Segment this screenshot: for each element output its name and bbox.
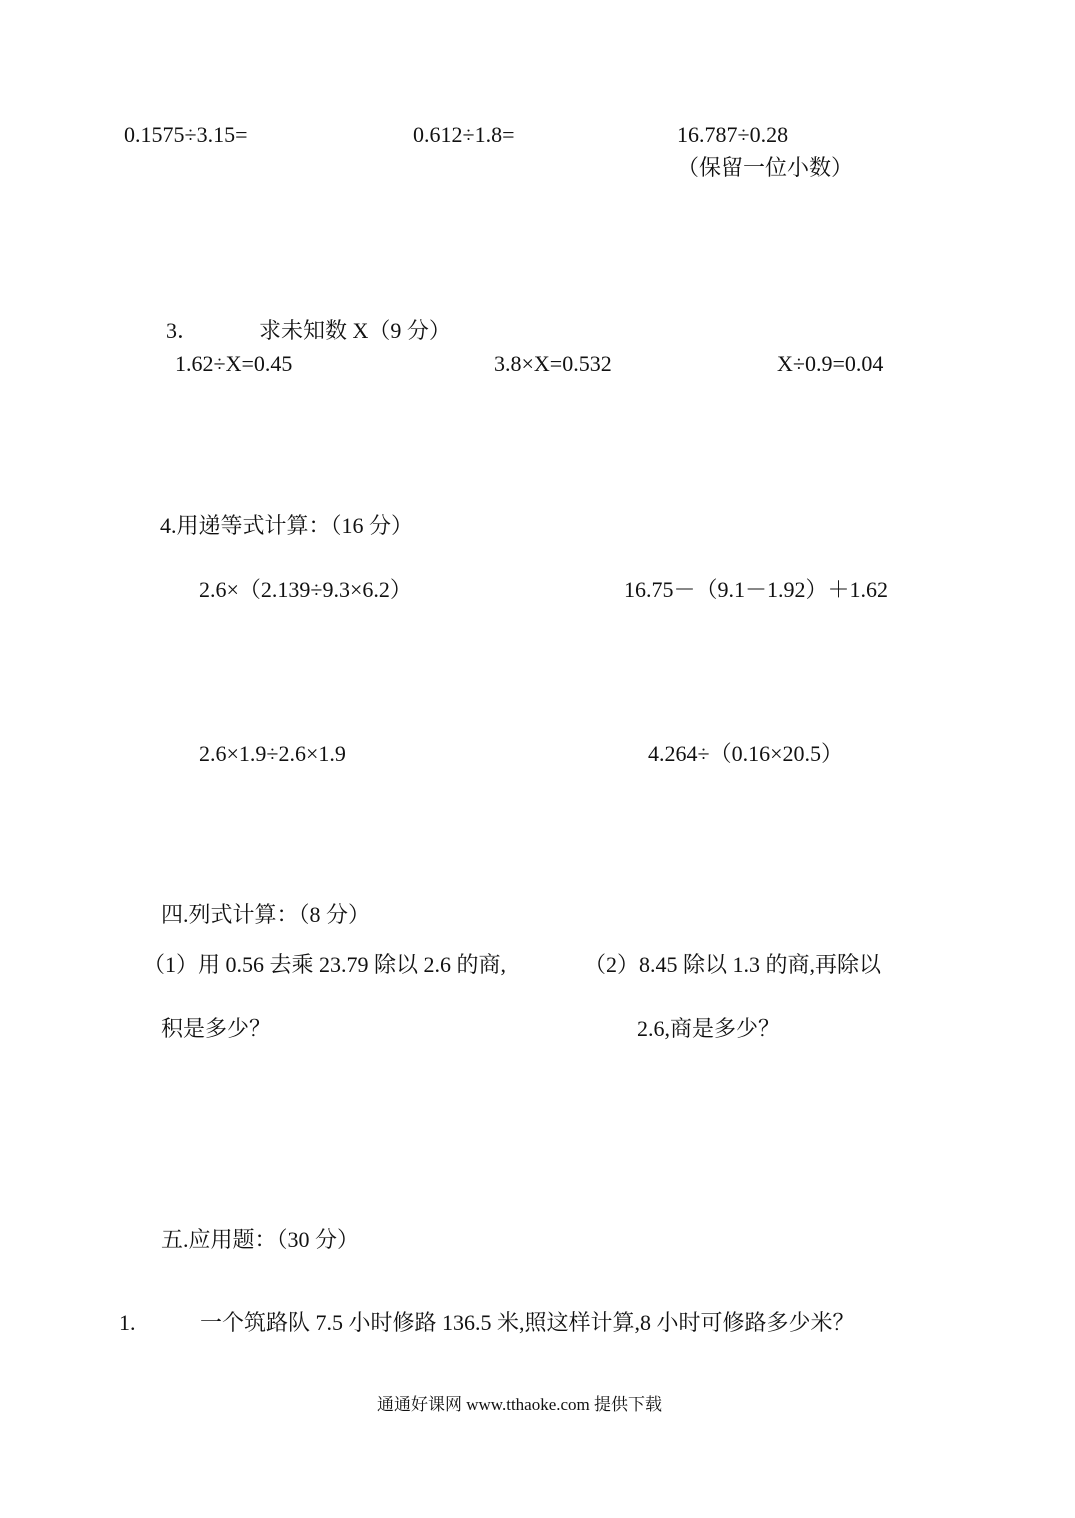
equation-3: X÷0.9=0.04 (777, 351, 884, 376)
part4-title: 四.列式计算：（8 分） (161, 902, 371, 927)
expression-4: 4.264÷（0.16×20.5） (648, 741, 843, 766)
division-problem-1: 0.1575÷3.15= (124, 122, 248, 147)
expression-3: 2.6×1.9÷2.6×1.9 (199, 741, 346, 766)
section4-title: 4.用递等式计算：（16 分） (160, 513, 414, 538)
section3-number: 3． (166, 318, 200, 343)
footer-credit: 通通好课网 www.tthaoke.com 提供下载 (377, 1395, 663, 1414)
section3-title: 求未知数 X（9 分） (259, 318, 451, 343)
word-problem-2-line2: 2.6,商是多少？ (637, 1016, 781, 1041)
expression-2: 16.75－（9.1－1.92）＋1.62 (624, 577, 889, 602)
word-problem-2-line1: （2）8.45 除以 1.3 的商,再除以 (584, 952, 882, 977)
division-problem-3: 16.787÷0.28 (677, 122, 789, 147)
rounding-note: （保留一位小数） (677, 155, 854, 180)
equation-2: 3.8×X=0.532 (494, 351, 612, 376)
expression-1: 2.6×（2.139÷9.3×6.2） (199, 577, 412, 602)
word-problem-1-line2: 积是多少？ (161, 1016, 272, 1041)
application-problem-text: 一个筑路队 7.5 小时修路 136.5 米,照这样计算,8 小时可修路多少米？ (200, 1310, 855, 1335)
equation-1: 1.62÷X=0.45 (175, 351, 293, 376)
division-problem-2: 0.612÷1.8= (413, 122, 515, 147)
word-problem-1-line1: （1）用 0.56 去乘 23.79 除以 2.6 的商, (143, 952, 507, 977)
application-problem-number: 1. (119, 1310, 136, 1335)
part5-title: 五.应用题：（30 分） (161, 1227, 360, 1252)
